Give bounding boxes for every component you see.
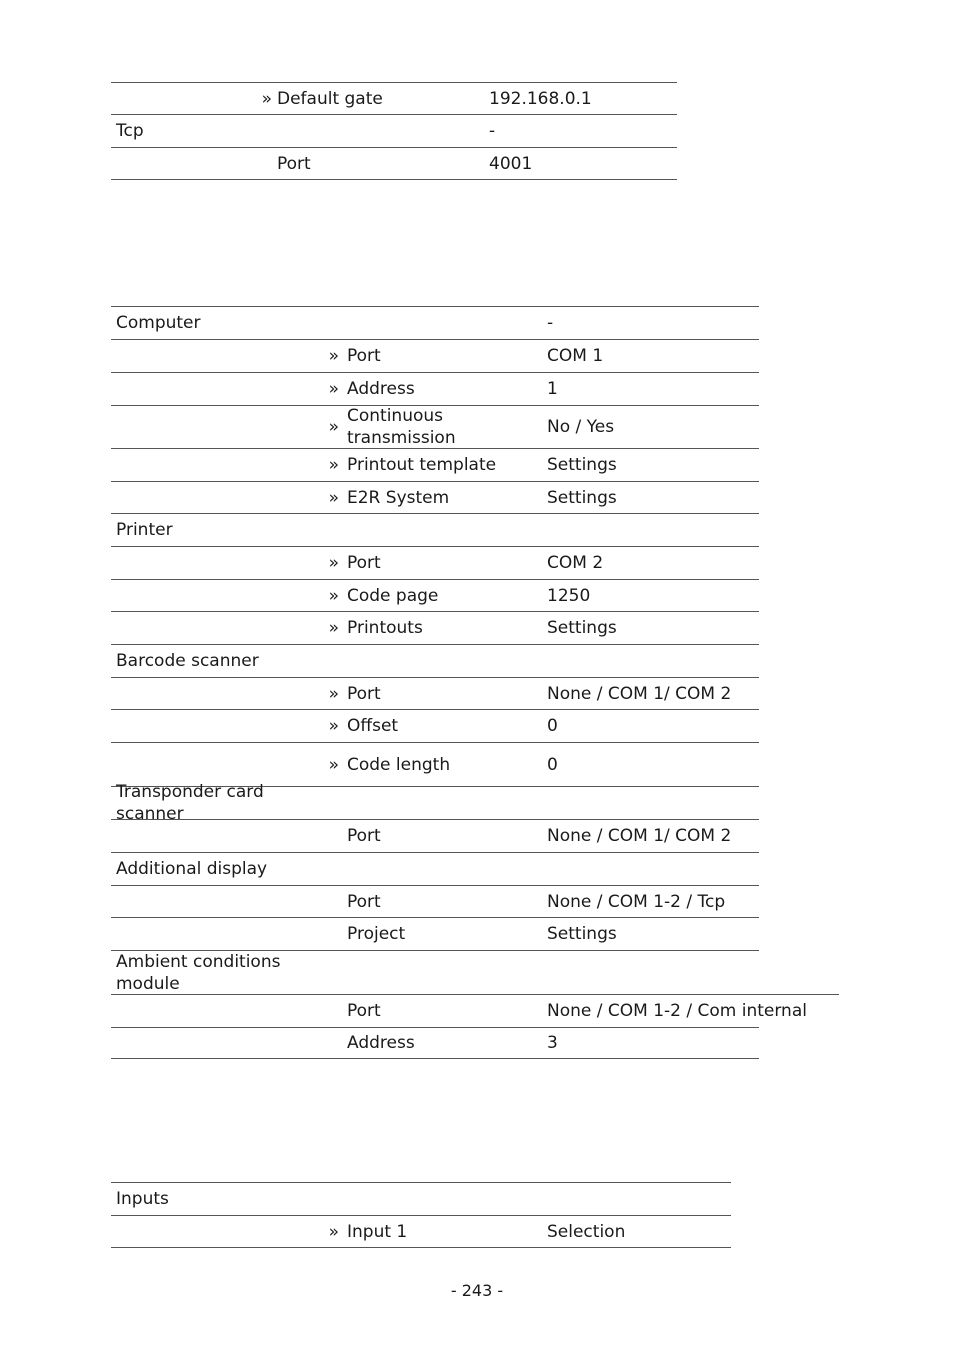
table-row [111, 481, 759, 513]
setting-name: Continuous transmission [347, 406, 456, 448]
table-row [111, 1027, 759, 1059]
setting-name: Port [347, 826, 381, 846]
setting-value: - [489, 121, 496, 141]
setting-name: Port [347, 891, 381, 912]
row-group-label [116, 1216, 304, 1247]
setting-value: COM 1 [547, 346, 604, 366]
bullet-marker-icon: » [328, 1221, 339, 1242]
table-row [111, 147, 677, 180]
row-group-label [116, 886, 304, 917]
table-row [111, 513, 759, 546]
setting-name: Port [347, 553, 381, 573]
row-group-label [116, 83, 237, 114]
setting-value: 192.168.0.1 [489, 88, 592, 109]
row-group-label: Barcode scanner [116, 651, 259, 671]
setting-name [347, 853, 537, 885]
setting-name: Port [347, 346, 381, 366]
setting-name: Input 1 [347, 1221, 408, 1242]
bullet-marker-icon: » [328, 553, 339, 573]
row-group-label [116, 820, 304, 852]
setting-name: Address [347, 379, 415, 399]
setting-name [347, 307, 537, 339]
setting-value: None / COM 1-2 / Com internal [547, 1001, 807, 1021]
row-group-label: Ambient conditions module [116, 951, 281, 994]
bullet-marker-icon: » [328, 417, 339, 437]
setting-value: None / COM 1/ COM 2 [547, 826, 732, 846]
setting-name: Printout template [347, 455, 497, 475]
table-row [111, 306, 759, 339]
row-group-label: Tcp [116, 121, 144, 141]
setting-name: Port [347, 1001, 381, 1021]
setting-value: No / Yes [547, 417, 615, 437]
table-row [111, 339, 759, 372]
settings-table-network [111, 82, 677, 180]
setting-name: Printouts [347, 618, 423, 638]
bullet-marker-icon: » [261, 88, 272, 109]
row-group-label [116, 547, 304, 579]
setting-value: 4001 [489, 153, 533, 174]
table-row [111, 950, 759, 994]
row-group-label [116, 710, 304, 742]
row-group-label [116, 918, 304, 950]
setting-name [347, 1183, 537, 1215]
table-row [111, 372, 759, 405]
setting-value: 0 [547, 754, 558, 775]
row-group-label [116, 1028, 304, 1058]
bullet-marker-icon: » [328, 585, 339, 606]
table-row [111, 82, 677, 114]
row-group-label [116, 449, 304, 481]
table-row [111, 852, 759, 885]
row-group-label: Inputs [116, 1189, 169, 1209]
table-row [111, 819, 759, 852]
setting-value: - [547, 313, 554, 333]
setting-name: Port [277, 153, 311, 174]
setting-value: Settings [547, 618, 617, 638]
table-row [111, 644, 759, 677]
setting-value: None / COM 1-2 / Tcp [547, 891, 726, 912]
row-group-label [116, 373, 304, 405]
settings-table-inputs [111, 1182, 731, 1248]
setting-name: Address [347, 1033, 415, 1053]
table-row [111, 782, 759, 824]
row-group-label [116, 678, 304, 709]
setting-name [347, 787, 537, 819]
row-group-label [116, 482, 304, 513]
table-row [111, 917, 759, 950]
row-group-label [116, 406, 304, 448]
bullet-marker-icon: » [328, 716, 339, 736]
table-row [111, 114, 677, 147]
setting-name [277, 115, 479, 147]
setting-value: None / COM 1/ COM 2 [547, 683, 732, 704]
bullet-marker-icon: » [328, 455, 339, 475]
setting-name [347, 951, 537, 994]
table-row [111, 742, 759, 786]
table-row [111, 709, 759, 742]
setting-value: Selection [547, 1221, 626, 1242]
setting-name: Port [347, 683, 381, 704]
table-row [111, 546, 759, 579]
setting-value: 3 [547, 1033, 558, 1053]
setting-value: Settings [547, 487, 617, 508]
setting-name [347, 514, 537, 546]
setting-value: 1250 [547, 585, 591, 606]
setting-value: 0 [547, 716, 558, 736]
row-group-label: Additional display [116, 859, 268, 879]
page-number: - 243 - [450, 1281, 504, 1300]
setting-value: Settings [547, 924, 617, 944]
bullet-marker-icon: » [328, 618, 339, 638]
row-group-label [116, 148, 237, 179]
table-row [111, 611, 759, 644]
bullet-marker-icon: » [328, 379, 339, 399]
setting-name [347, 645, 537, 677]
setting-value: Settings [547, 455, 617, 475]
table-row [111, 677, 759, 709]
row-group-label [116, 612, 304, 644]
table-row [111, 1215, 731, 1248]
setting-name: E2R System [347, 487, 450, 508]
setting-name: Default gate [277, 88, 383, 109]
row-group-label [116, 340, 304, 372]
setting-name: Code length [347, 754, 451, 775]
table-row [111, 1182, 731, 1215]
row-group-label: Transponder card scanner [116, 782, 264, 824]
table-row [111, 405, 759, 448]
row-group-label [116, 580, 304, 611]
bullet-marker-icon: » [328, 487, 339, 508]
row-group-label [116, 995, 304, 1027]
row-group-label [116, 743, 304, 786]
bullet-marker-icon: » [328, 754, 339, 775]
setting-value: 1 [547, 379, 558, 399]
setting-value: COM 2 [547, 553, 604, 573]
table-row [111, 885, 759, 917]
row-group-label: Computer [116, 313, 201, 333]
setting-name: Code page [347, 585, 439, 606]
table-row [111, 994, 839, 1027]
settings-table-devices [111, 306, 807, 1059]
bullet-marker-icon: » [328, 346, 339, 366]
bullet-marker-icon: » [328, 683, 339, 704]
table-row [111, 448, 759, 481]
setting-name: Offset [347, 716, 399, 736]
table-row [111, 579, 759, 611]
row-group-label: Printer [116, 520, 173, 540]
setting-name: Project [347, 924, 406, 944]
